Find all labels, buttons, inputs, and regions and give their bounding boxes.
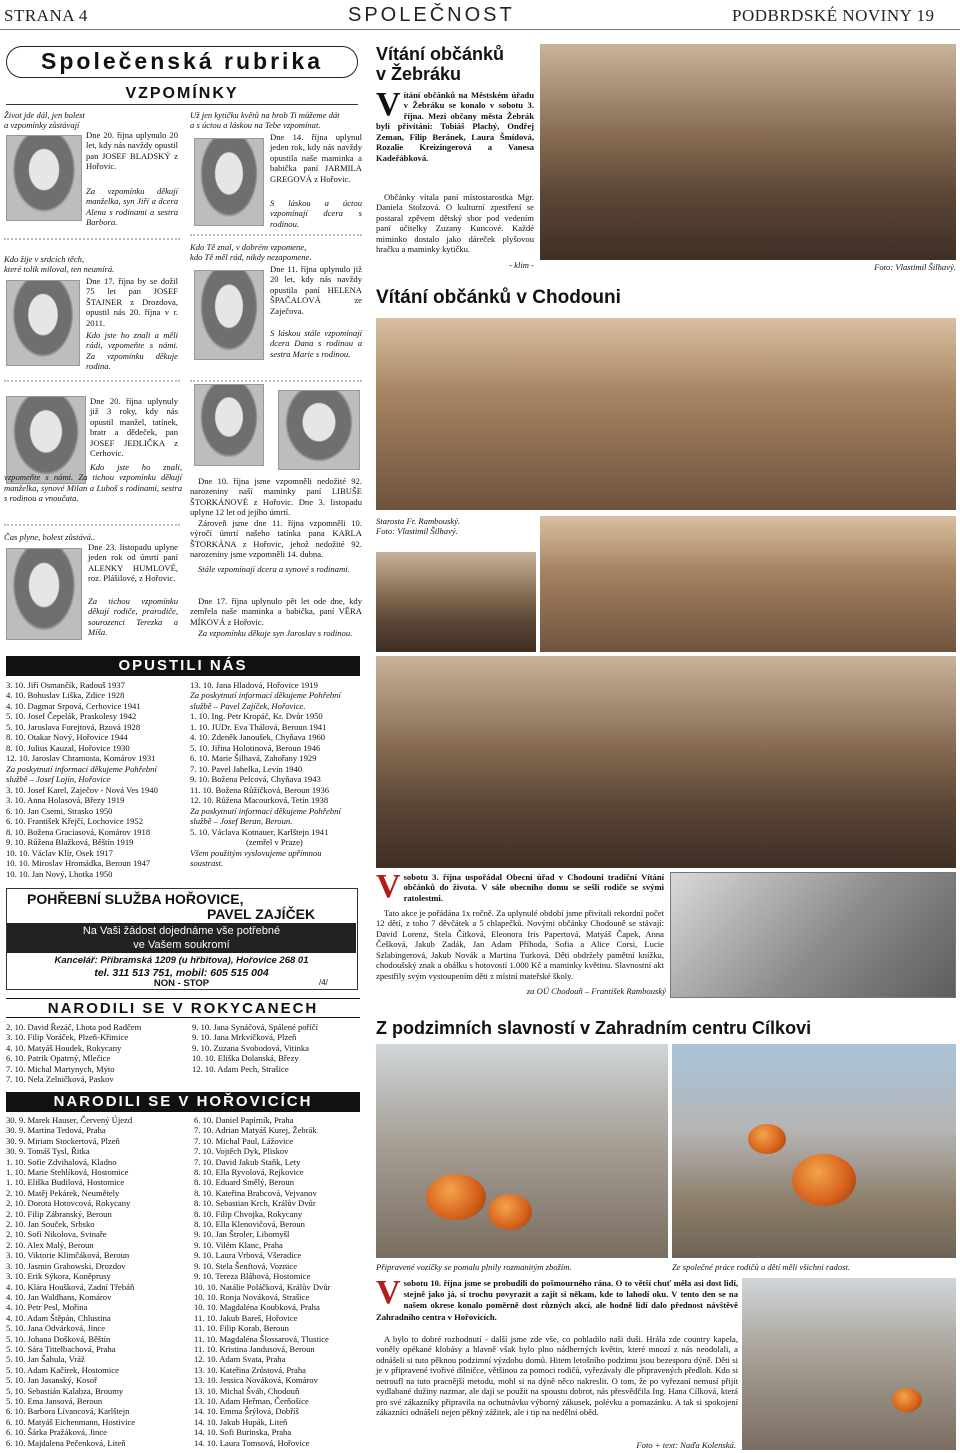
divider: [190, 380, 362, 382]
list-note: službě – Josef Beran, Beroun.: [190, 816, 293, 827]
list-item: 2. 10. Dorota Hotovcová, Rokycany: [6, 1198, 131, 1209]
list-item: 6. 10. Majdalena Pečenková, Liteň: [6, 1437, 126, 1448]
list-item: 4. 10. Bohuslav Liška, Zdice 1928: [6, 690, 125, 701]
list-note: službě – Pavel Zajíček, Hořovice.: [190, 700, 306, 711]
list-item: 5. 10. Sára Tittelbachová, Praha: [6, 1343, 116, 1354]
cilkov-caption-left: Připravené vozíčky se pomalu plnily rozmanitým zbožím.: [376, 1262, 572, 1272]
rokycany-list-right: [192, 1022, 362, 1074]
memorial-7-text2: Zároveň jsme dne 11. října vzpomněli 10. výročí úmrtí našeho tatínka pana KARLA ŠTORKÁNA z Hořovic, jehož nedožité 92. narozeniny jsme vzpomněli 14. dubna.: [190, 518, 362, 560]
cilkov-signature: Foto + text: Naďa Kolenská.: [636, 1440, 736, 1450]
funeral-service-ad: [6, 888, 358, 990]
ad-nonstop: NON - STOP: [153, 978, 210, 989]
list-item: 9. 10. Tereza Bláhová, Hostomice: [194, 1271, 311, 1282]
ad-code: /4/: [319, 978, 328, 987]
memorial-1-photo: [6, 135, 82, 221]
cilkov-body: A bylo to dobré rozhodnutí - další jsme zde vše, co pohladilo naši duši. Hrála zde country kapela, voněly opékané klobásy a hlavně však bylo plno nádherných květin, které mnozí z nás neodolali, a odnášeli si tuto pěknou podzimní výzdobu domů. Hitem letošního podzimu jsou bezesporu dýně. Děti si je v připravené tvořivé dílničce, většinou za pomoci rodičů, vyřezávaly dle připravených předloh. Kdo si netroufl na tuto pracnější metodu, mohl si na dýně něco nakreslit. O tom, že po vyřezaní nemusí přijít vydlabané dužiny nazmar, ale dají se použít na spoustu dobrot, nás přesvědčila Ing. Hana Cílková, která pro své zákazníky připravila na ochutnávku výborný zákusek, polévku a pomazánku. A tak si spokojení zákazníci odnášeli nejen pěkný zážitek, ale i tip na nedělní oběd.: [376, 1334, 738, 1418]
chodoun-title: Vítání občánků v Chodouni: [376, 287, 621, 308]
chodoun-photo-main: [376, 318, 956, 510]
chodoun-caption: Starosta Fr. Rambouský. Foto: Vlastimil Šilhavý.: [376, 516, 461, 537]
memorial-7-photo-mother: [194, 384, 264, 466]
list-item: (zemřel v Praze): [246, 837, 303, 848]
list-item: 12. 10. Adam Svata, Praha: [194, 1354, 286, 1365]
list-item: 1. 10. JUDr. Eva Thálová, Beroun 1941: [190, 721, 327, 732]
list-note: Za poskytnutí informací děkujeme Pohřební: [190, 690, 341, 701]
divider: [190, 234, 362, 236]
divider: [4, 238, 180, 240]
memorial-3-text: Dne 14. října uplynul jeden rok, kdy nás navždy opustila naše maminka a babička paní JARMILA GREGOVÁ z Hořovic.: [270, 132, 362, 184]
list-item: 2. 10. David Řezáč, Lhota pod Radčem: [6, 1022, 142, 1032]
list-item: 8. 10. Filip Chvojka, Rokycany: [194, 1208, 303, 1219]
chodoun-photo-side: [670, 872, 956, 998]
list-item: 11. 10. Filip Korab, Beroun: [194, 1323, 289, 1334]
rokycany-heading: NARODILI SE V ROKYCANECH: [6, 998, 360, 1018]
list-item: 11. 10. Kristina Jandusová, Beroun: [194, 1343, 315, 1354]
dropcap: V: [376, 1274, 401, 1311]
list-item: 9. 10. Vilém Klanc, Praha: [194, 1239, 283, 1250]
memorial-8-text: Dne 17. října uplynulo pět let ode dne, kdy zemřela naše maminka a babička, paní VĚRA MÍKOVÁ z Hořovic.: [190, 596, 362, 627]
memorial-2-text: Dne 17. října by se dožil 75 let pan JOSEF ŠTAJNER z Drozdova, opustil nás 20. října v r. 2011.: [86, 276, 178, 328]
list-item: 5. 10. Jaroslava Forejtová, Bzová 1928: [6, 721, 141, 732]
list-item: 7. 10. Nela Zelničková, Paskov: [6, 1074, 114, 1085]
list-item: 14. 10. Jakub Hupák, Liteň: [194, 1416, 288, 1427]
list-item: 3. 10. Josef Karel, Zaječov - Nová Ves 1940: [6, 784, 158, 795]
list-item: 11. 10. Magdaléna Šlossarová, Tlustice: [194, 1333, 329, 1344]
list-note: Za poskytnutí informací děkujeme Pohřební: [190, 805, 341, 816]
rokycany-list-left: [6, 1022, 186, 1085]
list-item: 2. 10. Sofi Nikolova, Svinaře: [6, 1229, 107, 1240]
pumpkin: [488, 1194, 532, 1230]
chodoun-signature: za OÚ Chodouň – František Rambouský: [526, 986, 666, 996]
list-item: 10. 10. Ronja Nováková, Strašice: [194, 1291, 310, 1302]
list-item: 4. 10. Dagmar Srpová, Cerhovice 1941: [6, 700, 141, 711]
zebrak-body: Občánky vítala paní místostarostka Mgr. Daniela Stolzová. O kulturní zpestření se postaral zpěvem dětský sbor pod vedením paní učitelky Zuzany Kuncové. Každé miminko dostalo jako dáreček plyšovou hračku a maminky kytičku.: [376, 192, 534, 255]
horovice-list-right: [194, 1115, 364, 1448]
ad-title-line1: POHŘEBNÍ SLUŽBA HOŘOVICE,: [27, 891, 244, 907]
list-item: 10. 10. Miroslav Hromádka, Beroun 1947: [6, 858, 151, 869]
list-item: 9. 10. Růžena Blažková, Běštín 1919: [6, 837, 134, 848]
list-note: Za poskytnutí informací děkujeme Pohřební: [6, 763, 157, 774]
memorial-3-quote: Už jen kytičku květů na hrob Ti můžeme dát a s úctou a láskou na Tebe vzpomínat.: [190, 110, 340, 131]
list-item: 2. 10. Matěj Pekárek, Neumětely: [6, 1187, 120, 1198]
list-item: 6. 10. Daniel Papírník, Praha: [194, 1115, 294, 1125]
zebrak-lead: [376, 86, 534, 163]
memorial-4-thanks: S láskou stále vzpomínají dcera Dana s rodinou a sestra Marie s rodinou.: [270, 328, 362, 359]
list-item: 9. 10. Stela Šenftová, Voznice: [194, 1260, 298, 1271]
divider: [4, 524, 180, 526]
list-item: 4. 10. Jan Waldhans, Komárov: [6, 1291, 112, 1302]
list-item: 14. 10. Emma Šrýlová, Dobříš: [194, 1406, 299, 1417]
zebrak-lead-text: ítání občánků na Městském úřadu v Žebráku se konalo v sobotu 3. října. Mezi občany města Žebrák byli přivítáni: Tobiáš Plachý, Ondřej Zeman, Filip Beránek, Laura Šmídová, Rozalie Kreizingerová a Vanesa Kadeřábková.: [376, 90, 534, 163]
list-item: 6. 10. Barbora Lívancová, Karlštejn: [6, 1406, 130, 1417]
chodoun-body: Tato akce je pořádána 1x ročně. Za uplynulé období jsme přivítali rekordní počet 12 dětí, z toho 7 děvčátek a 5 chlapečků. Novými občánky Chodouně se stávají: David Lorenz, Stela Čítková, Eleonora Iris Papertová, Matyáš Čapek, Anna Češková, Jakub Zadák, Jan Adam Příhoda, Sofia a Alice Corsi, Lucie Szlabingerová, Jakub Novák a Martina Turková. Děti obdržely pamětní knížku, chodoušský znak a obálku s hotovostí 1.000 Kč a maminky květinu. Slavnostní akt zpestřily svým vystoupením děti z místní mateřské školy.: [376, 908, 664, 981]
list-item: 30. 9. Tomáš Tysl, Řitka: [6, 1146, 90, 1157]
list-note: službě – Josef Lojín, Hořovice: [6, 774, 111, 785]
list-item: 2. 10. Filip Zábranský, Beroun: [6, 1208, 112, 1219]
cilkov-lead: [376, 1274, 738, 1323]
dropcap: V: [376, 868, 401, 905]
list-item: 7. 10. David Jakub Staňk, Lety: [194, 1156, 301, 1167]
opustili-list-right: [190, 680, 362, 869]
memorial-6-thanks: Za tichou vzpomínku děkují rodiče, prarodiče, sourozenci Terezka a Míša.: [88, 596, 178, 638]
chodoun-photo-dance: [376, 656, 956, 868]
chodoun-lead-text: sobotu 3. října uspořádal Obecní úřad v Chodouni tradiční Vítání občánků do života. V sále obecního domu se sešli rodiče se svými ratolestmi.: [403, 872, 664, 903]
list-item: 8. 10. Ella Ryvolová, Rejkovice: [194, 1167, 304, 1178]
memorial-7-thanks: Stále vzpomínají dcera a synové s rodinami.: [198, 564, 350, 574]
list-item: 3. 10. Filip Voráček, Plzeň-Křimice: [6, 1032, 129, 1043]
list-item: 14. 10. Sofi Burinska, Praha: [194, 1427, 292, 1438]
list-item: 13. 10. Michal Šváb, Chodouň: [194, 1385, 300, 1396]
memorial-2-photo: [6, 280, 80, 366]
memorial-1-quote: Život jde dál, jen bolest a vzpomínky zůstávají: [4, 110, 85, 131]
chodoun-lead: [376, 868, 664, 905]
vzpominky-heading: VZPOMÍNKY: [6, 84, 358, 105]
list-item: 2. 10. Alex Malý, Beroun: [6, 1239, 94, 1250]
list-item: 1. 10. Sofie Zdvihalová, Kladno: [6, 1156, 117, 1167]
list-item: 4. 10. Klára Houšková, Zadní Třebáň: [6, 1281, 135, 1292]
list-item: 4. 10. Petr Pesl, Mořina: [6, 1302, 88, 1313]
memorial-1-text: Dne 20. října uplynulo 20 let, kdy nás navždy opustil pan JOSEF BLADSKÝ z Hořovic.: [86, 130, 178, 172]
list-item: 9. 10. Zuzana Svobodová, Vitinka: [192, 1042, 309, 1053]
list-item: 30. 9. Martina Tedová, Praha: [6, 1125, 106, 1136]
list-item: 3. 10. Jasmin Grabowski, Drozdov: [6, 1260, 126, 1271]
list-item: 5. 10. Jan Šahula, Vráž: [6, 1354, 85, 1365]
memorial-4-quote: Kdo Tě znal, v dobrém vzpomene, kdo Tě měl rád, nikdy nezapomene.: [190, 242, 312, 263]
list-item: 13. 10. Kateřina Zrůstová, Praha: [194, 1364, 306, 1375]
opustili-list-left: [6, 680, 180, 879]
ad-office: Kancelář: Příbramská 1209 (u hřbitova), Hořovice 268 01: [54, 955, 309, 966]
ad-band-line2: ve Vašem soukromí: [133, 939, 230, 951]
list-item: 12. 10. Růžena Macourková, Tetín 1938: [190, 795, 329, 806]
list-item: 3. 10. Viktorie Klimčáková, Beroun: [6, 1250, 130, 1261]
chodoun-photo-hall: [540, 516, 956, 652]
memorial-2-quote: Kdo žije v srdcích těch, které tolik miloval, ten neumírá.: [4, 254, 115, 275]
page-header: [0, 0, 960, 30]
list-item: 11. 10. Božena Růžičková, Beroun 1936: [190, 784, 330, 795]
list-item: 10. 10. Natálie Poláčková, Králův Dvůr: [194, 1281, 331, 1292]
pumpkin: [748, 1124, 786, 1154]
list-item: 30. 9. Marek Hauser, Červený Újezd: [6, 1115, 133, 1125]
list-item: 13. 10. Adam Heřman, Čerňošice: [194, 1395, 309, 1406]
list-item: 9. 10. Jana Mrkvičková, Plzeň: [192, 1032, 297, 1043]
chodoun-photo-children: [376, 552, 536, 652]
list-item: 2. 10. Jan Souček, Srbsko: [6, 1219, 95, 1230]
list-item: 6. 10. František Křejčí, Lochovice 1952: [6, 816, 143, 827]
list-item: 3. 10. Jiří Osmančík, Radouš 1937: [6, 680, 125, 690]
memorial-4-photo: [194, 270, 264, 360]
list-item: 5. 10. Josef Čepelák, Praskolesy 1942: [6, 711, 137, 722]
list-item: 4. 10. Zdeněk Janoušek, Chyňava 1960: [190, 732, 326, 743]
list-item: 9. 10. Jan Štroler, Libomyšl: [194, 1229, 290, 1240]
cilkov-caption-right: Ze společné práce rodičů a dětí měli všichni radost.: [672, 1262, 850, 1272]
memorial-7-photo-father: [278, 390, 360, 470]
memorial-5-thanks: Kdo jste ho znali, vzpomeňte s námi. Za tichou vzpomínku děkují manželka, synové Milan a Luboš s rodinami, sestra s rodinou a vnoučata.: [4, 462, 182, 504]
list-item: 5. 10. Jan Jasanský, Kosoř: [6, 1375, 97, 1386]
list-item: 5. 10. Václava Kotnauer, Karlštejn 1941: [190, 826, 329, 837]
list-item: 8. 10. Eduard Smělý, Beroun: [194, 1177, 295, 1188]
divider: [4, 380, 180, 382]
list-item: 8. 10. Ella Klenovičová, Beroun: [194, 1219, 305, 1230]
list-item: 7. 10. Vojtěch Dyk, Pliskov: [194, 1146, 289, 1157]
list-item: 9. 10. Božena Pelcová, Chyňava 1943: [190, 774, 321, 785]
opustili-heading: OPUSTILI NÁS: [6, 656, 360, 676]
rubrika-title: Společenská rubrika: [6, 46, 358, 78]
list-item: 7. 10. Michal Paul, Lážovice: [194, 1135, 294, 1146]
cilkov-photo-carts: [376, 1044, 668, 1258]
zebrak-photo: [540, 44, 956, 260]
section-title: SPOLEČNOST: [348, 4, 515, 26]
ad-band-line1: Na Vaši žádost dojednáme vše potřebné: [82, 925, 281, 937]
list-item: 1. 10. Marie Stehlíková, Hostomice: [6, 1167, 129, 1178]
cilkov-lead-text: sobotu 10. října jsme se probudili do pošmourného rána. O to větší chuť měla asi dost lidí, stejně jako já, si trochu povyrazit a zajít si někam, kde to lahodí oku. V tento den se na našem okrese konalo poměrně dost různých akcí, ale hodně lidí dalo přednost návštěvě Zahradního centra v Hořovicích.: [376, 1278, 738, 1322]
horovice-heading: NARODILI SE V HOŘOVICÍCH: [6, 1092, 360, 1112]
memorial-1-thanks: Za vzpomínku děkují manželka, syn Jiří a dcera Alena s rodinami a sestra Barbora.: [86, 186, 178, 228]
list-item: 4. 10. Matyáš Houdek, Rokycany: [6, 1042, 122, 1053]
list-item: 5. 10. Jana Odvárková, Jince: [6, 1323, 106, 1334]
pumpkin: [426, 1174, 486, 1220]
list-item: 8. 10. Božena Graciasová, Komárov 1918: [6, 826, 151, 837]
memorial-5-text: Dne 20. října uplynuly již 3 roky, kdy nás opustil manžel, tatínek, bratr a dědeček, pan JOSEF JEDLIČKA z Cerhovic.: [90, 396, 178, 459]
list-item: 12. 10. Jaroslav Chramosta, Komárov 1931: [6, 753, 156, 764]
list-item: 13. 10. Jessica Nováková, Komárov: [194, 1375, 318, 1386]
horovice-list-left: [6, 1115, 192, 1448]
list-item: 6. 10. Patrik Opatrný, Mlečice: [6, 1053, 111, 1064]
cilkov-photo-flowers: [742, 1278, 956, 1450]
memorial-7-text: Dne 10. října jsme vzpomněli nedožité 92. narozeniny naší maminky paní LIBUŠE ŠTORKÁNOVÉ z Hořovic. Dne 3. listopadu uplyne 12 let od jejího úmrtí.: [190, 476, 362, 518]
list-item: 11. 10. Jakub Bareš, Hořovice: [194, 1312, 298, 1323]
memorial-3-photo: [194, 138, 264, 226]
list-item: 3. 10. Anna Holasová, Březy 1919: [6, 795, 125, 806]
memorial-6-text: Dne 23. listopadu uplyne jeden rok od úmrtí paní ALENKY HUMLOVÉ, roz. Plášilové, z Hořovic.: [88, 542, 178, 584]
list-item: 1. 10. Ing. Petr Kropáč, Kr. Dvůr 1950: [190, 711, 323, 722]
list-item: 8. 10. Kateřina Brabcová, Vejvanov: [194, 1187, 317, 1198]
list-item: 7. 10. Pavel Jahelka, Levín 1940: [190, 763, 303, 774]
page-number: STRANA 4: [4, 6, 88, 25]
cilkov-title: Z podzimních slavností v Zahradním centru Cílkovi: [376, 1018, 812, 1038]
ad-title-line2: PAVEL ZAJÍČEK: [207, 906, 316, 922]
zebrak-signature: - klim -: [509, 260, 534, 270]
list-item: 5. 10. Adam Kačírek, Hostomice: [6, 1364, 119, 1375]
list-item: 9. 10. Jana Synáčová, Spálené poříčí: [192, 1022, 319, 1032]
list-item: 5. 10. Sebastián Kalabza, Broumy: [6, 1385, 124, 1396]
memorial-8-thanks: Za vzpomínku děkuje syn Jaroslav s rodinou.: [198, 628, 353, 638]
list-item: 6. 10. Marie Šilhavá, Zahořany 1929: [190, 753, 317, 764]
list-item: 30. 9. Miriam Stockertová, Plzeň: [6, 1135, 120, 1146]
list-item: 7. 10. Adrian Matyáš Kurej, Žebrák: [194, 1125, 317, 1136]
list-item: 9. 10. Laura Vrbová, Všeradice: [194, 1250, 302, 1261]
newspaper-name: PODBRDSKÉ NOVINY 19: [732, 6, 935, 25]
memorial-6-quote: Čas plyne, bolest zůstává..: [4, 532, 96, 542]
list-item: 4. 10. Adam Štěpán, Chlustina: [6, 1312, 111, 1323]
list-item: 8. 10. Otakar Nový, Hořovice 1944: [6, 732, 128, 743]
zebrak-title: Vítání občánků v Žebráku: [376, 44, 505, 84]
memorial-2-thanks: Kdo jste ho znali a měli rádi, vzpomeňte s námi. Za vzpomínku děkuje rodina.: [86, 330, 178, 372]
list-item: 7. 10. Michal Martynych, Mýto: [6, 1063, 115, 1074]
list-item: 10. 10. Eliška Dolanská, Březy: [192, 1053, 299, 1064]
list-item: 13. 10. Jana Hladová, Hořovice 1919: [190, 680, 318, 690]
list-note: soustrast.: [190, 858, 224, 869]
list-item: 10. 10. Václav Klír, Osek 1917: [6, 847, 113, 858]
pumpkin: [792, 1154, 856, 1206]
list-note: Všem použitým vyslovujeme upřímnou: [190, 847, 322, 858]
list-item: 3. 10. Erik Sýkora, Koněprusy: [6, 1271, 111, 1282]
memorial-3-thanks: S láskou a úctou vzpomínají dcera s rodinou.: [270, 198, 362, 229]
list-item: 6. 10. Matyáš Eichenmann, Hostivice: [6, 1416, 136, 1427]
list-item: 14. 10. Laura Tomsová, Hořovice: [194, 1437, 310, 1448]
pumpkin: [892, 1388, 922, 1412]
list-item: 12. 10. Adam Pech, Strašice: [192, 1063, 289, 1074]
zebrak-photo-caption: Foto: Vlastimil Šilhavý.: [874, 262, 956, 272]
list-item: 8. 10. Sebastian Krch, Králův Dvůr: [194, 1198, 316, 1209]
ad-phone: tel. 311 513 751, mobil: 605 515 004: [94, 967, 269, 979]
cilkov-photo-workshop: [672, 1044, 956, 1258]
list-item: 10. 10. Magdaléna Koubková, Praha: [194, 1302, 320, 1313]
memorial-4-text: Dne 11. října uplynulo již 20 let, kdy nás navždy opustila paní HELENA ŠPAČALOVÁ ze Zaječova.: [270, 264, 362, 316]
dropcap: V: [376, 86, 401, 123]
list-item: 1. 10. Eliška Budilová, Hostomice: [6, 1177, 125, 1188]
memorial-6-photo: [6, 548, 82, 640]
list-item: 6. 10. Šárka Pražáková, Jince: [6, 1427, 107, 1438]
list-item: 5. 10. Johana Došková, Běštín: [6, 1333, 111, 1344]
list-item: 8. 10. Julius Kauzal, Hořovice 1930: [6, 742, 130, 753]
list-item: 5. 10. Ema Jansová, Beroun: [6, 1395, 103, 1406]
list-item: 6. 10. Jan Csemi, Strasko 1950: [6, 805, 113, 816]
list-item: 10. 10. Jan Nový, Lhotka 1950: [6, 868, 113, 879]
list-item: 5. 10. Jiřina Holotinová, Beroun 1946: [190, 742, 321, 753]
